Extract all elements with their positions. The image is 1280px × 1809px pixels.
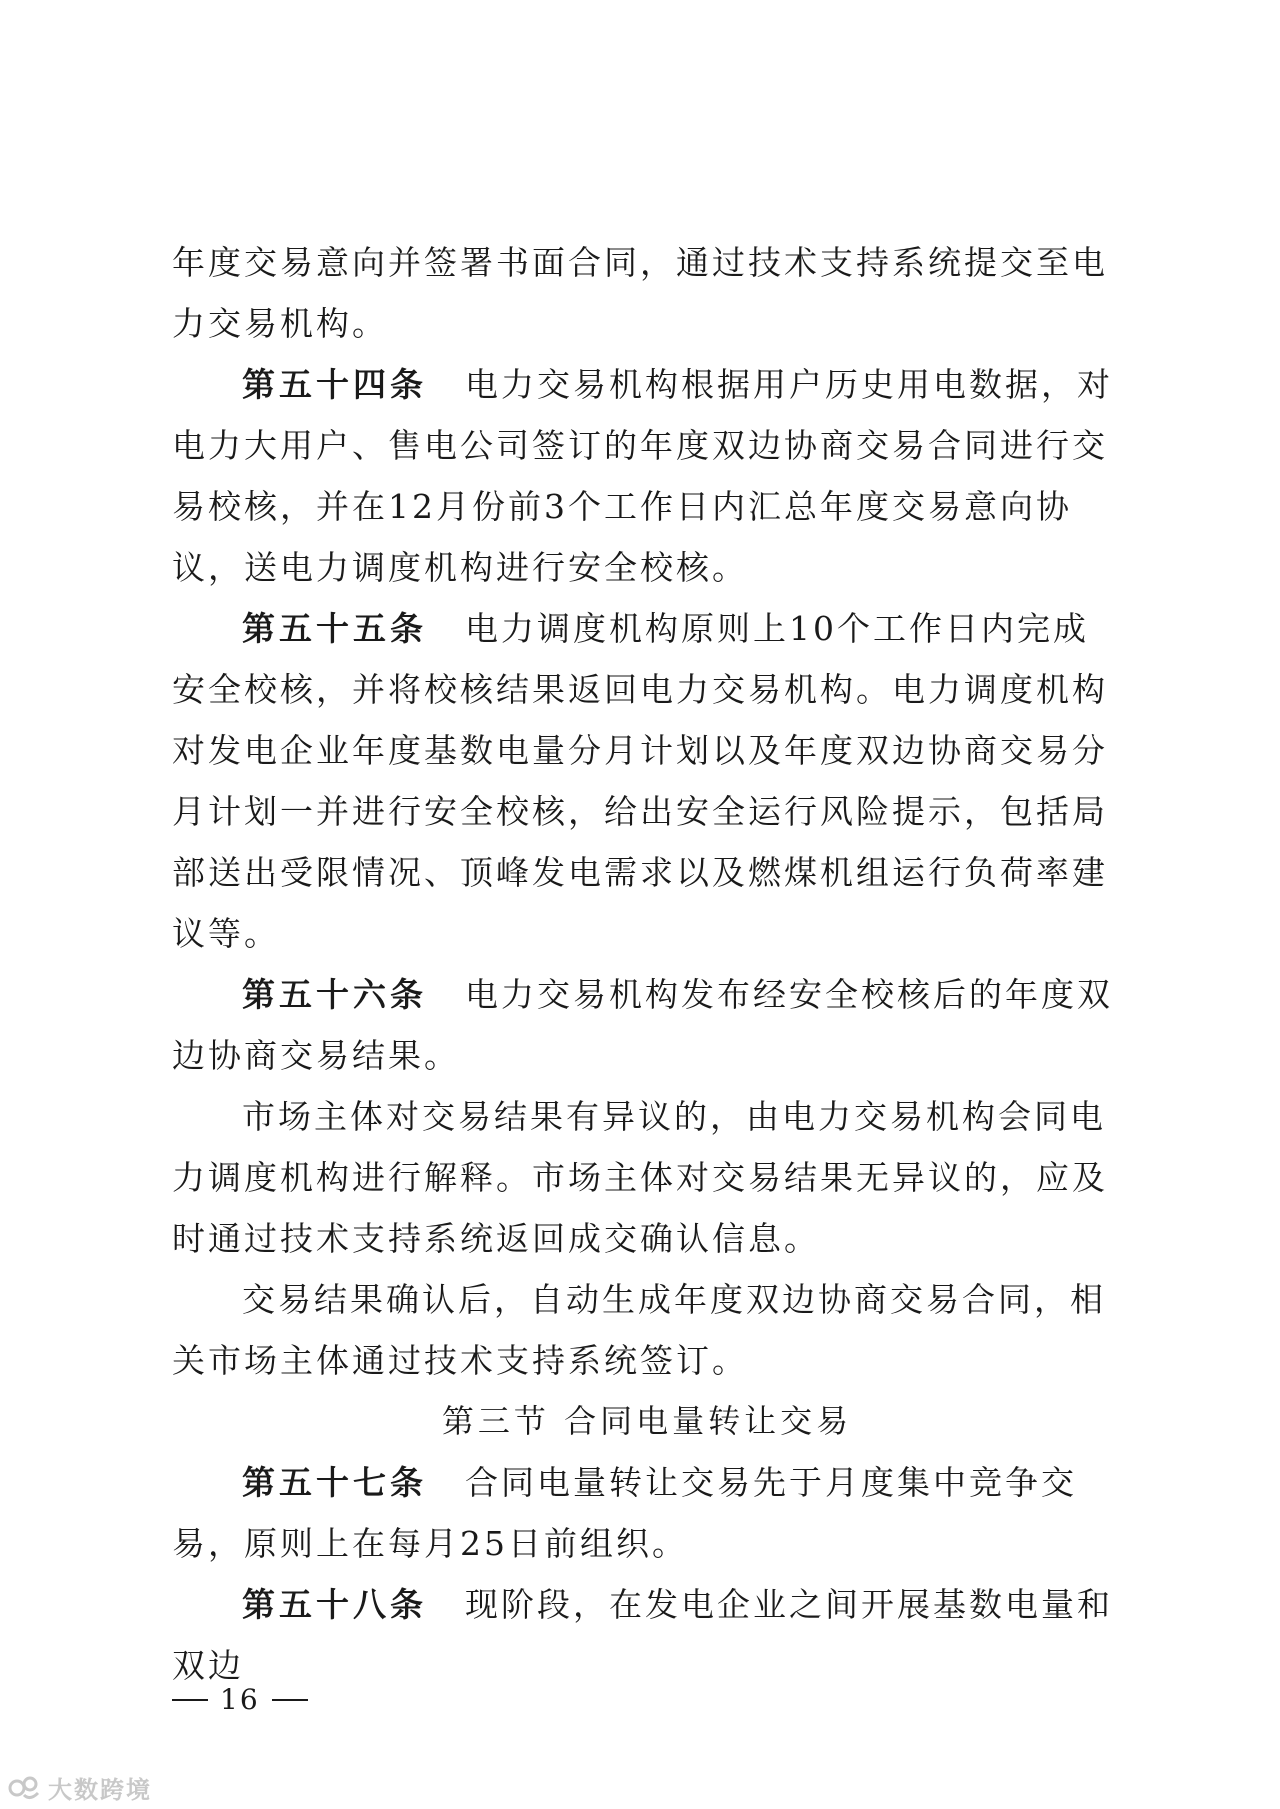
article-text: 电力交易机构发布经安全校核后的年度双边协商交易结果。 [172,975,1113,1075]
paragraph [172,1269,1122,1391]
article-number: 第五十六条 [242,975,427,1014]
watermark-text: 大数跨境 [48,1776,152,1804]
section-heading: 第三节 合同电量转让交易 [441,1402,853,1440]
paragraph-text: 市场主体对交易结果有异议的，由电力交易机构会同电力调度机构进行解释。市场主体对交易结果无异议的，应及时通过技术支持系统返回成交确认信息。 [172,1097,1108,1258]
article-55 [172,598,1122,964]
document-body [172,232,1122,1696]
article-number: 第五十四条 [242,365,427,404]
article-number: 第五十七条 [242,1463,427,1502]
watermark-logo-icon [8,1773,42,1803]
article-number: 第五十五条 [242,609,427,648]
article-56 [172,964,1122,1086]
article-number: 第五十八条 [242,1585,427,1624]
dash-left [172,1699,208,1701]
paragraph-text: 年度交易意向并签署书面合同，通过技术支持系统提交至电力交易机构。 [172,243,1108,343]
article-58 [172,1574,1122,1696]
page-number [172,1683,308,1716]
paragraph-text: 交易结果确认后，自动生成年度双边协商交易合同，相关市场主体通过技术支持系统签订。 [172,1280,1106,1380]
article-text: 合同电量转让交易先于月度集中竞争交易，原则上在每月25日前组织。 [172,1463,1077,1563]
article-57 [172,1452,1122,1574]
watermark [8,1770,152,1805]
paragraph [172,1086,1122,1269]
paragraph [172,232,1122,354]
page-number-value: 16 [220,1683,260,1716]
article-text: 电力调度机构原则上10个工作日内完成安全校核，并将校核结果返回电力交易机构。电力调度机构对发电企业年度基数电量分月计划以及年度双边协商交易分月计划一并进行安全校核，给出安全运行风险提示，包括局部送出受限情况、顶峰发电需求以及燃煤机组运行负荷率建议等。 [172,609,1108,953]
dash-right [272,1699,308,1701]
article-54 [172,354,1122,598]
article-text: 现阶段，在发电企业之间开展基数电量和双边 [172,1585,1113,1685]
article-text: 电力交易机构根据用户历史用电数据，对电力大用户、售电公司签订的年度双边协商交易合同进行交易校核，并在12月份前3个工作日内汇总年度交易意向协议，送电力调度机构进行安全校核。 [172,365,1113,587]
